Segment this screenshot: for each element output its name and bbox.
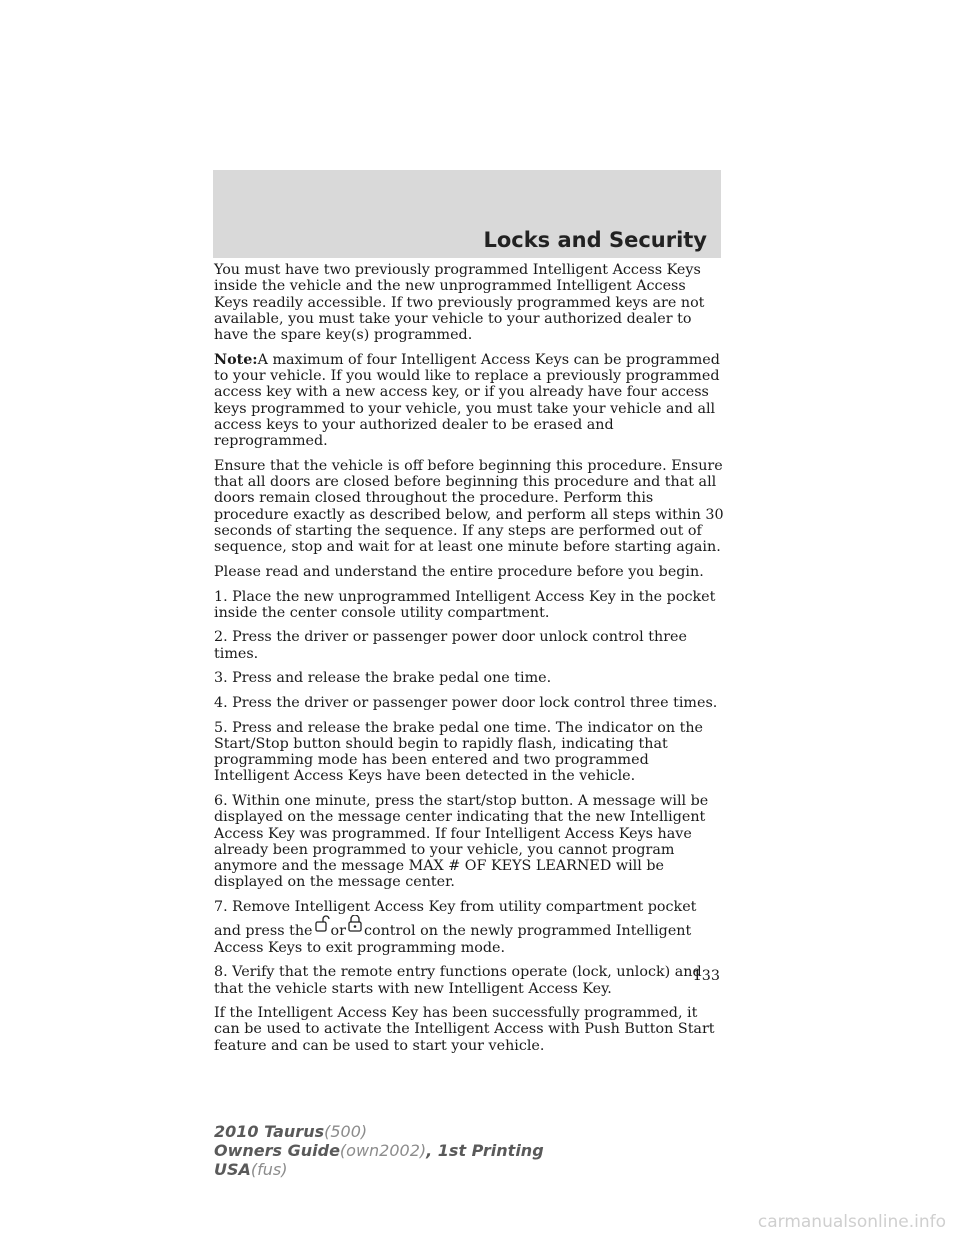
step-4: 4. Press the driver or passenger power door lock control three times.: [214, 694, 718, 711]
paragraph-intro: You must have two previously programmed Intelligent Access Keys inside the vehicle and the new unprogrammed Intelligent Access Keys readily accessible. If two previously programmed keys are not available, you must take your vehicle to your authorized dealer to have the spare key(s) programmed.: [214, 262, 705, 344]
footer-line-1: [214, 1122, 544, 1141]
unlock-padlock-icon: [313, 915, 331, 932]
step-7-text-1: 7. Remove Intelligent Access Key from utility compartment pocket and press the: [214, 899, 697, 940]
footer-guide-code: (own2002): [339, 1141, 427, 1160]
footer-line-3: [214, 1160, 544, 1179]
closing-paragraph: If the Intelligent Access Key has been successfully programmed, it can be used to activate the Intelligent Access with Push Button Start feature and can be used to start your vehicle.: [214, 1005, 715, 1054]
footer-line-2: [214, 1141, 544, 1160]
step-7-text-2: control on the newly programmed Intelligent Access Keys to exit programming mode.: [214, 923, 692, 956]
step-7: [214, 899, 724, 956]
footer-guide: Owners Guide: [214, 1141, 340, 1160]
footer-imprint: [214, 1122, 544, 1179]
page-number: 133: [692, 968, 720, 984]
footer-model-code: (500): [324, 1122, 368, 1141]
section-title: Locks and Security: [483, 228, 707, 252]
step-8: 8. Verify that the remote entry functions operate (lock, unlock) and that the vehicle starts with new Intelligent Access Key.: [214, 964, 702, 997]
paragraph-read: Please read and understand the entire procedure before you begin.: [214, 563, 704, 580]
section-header-band: [213, 170, 721, 258]
step-2: 2. Press the driver or passenger power door unlock control three times.: [214, 629, 687, 662]
note-text: A maximum of four Intelligent Access Keys can be programmed to your vehicle. If you would like to replace a previously programmed access key with a new access key, or if you already have four access keys programmed to your vehicle, you must take your vehicle and all access keys to your authorized dealer to be erased and reprogrammed.: [214, 351, 720, 450]
footer-region: USA: [214, 1160, 251, 1179]
step-3: 3. Press and release the brake pedal one time.: [214, 670, 552, 687]
watermark: carmanualsonline.info: [757, 1212, 946, 1232]
step-1: 1. Place the new unprogrammed Intelligent Access Key in the pocket inside the center console utility compartment.: [214, 588, 716, 621]
footer-model: 2010 Taurus: [214, 1122, 325, 1141]
note-label: Note:: [214, 351, 258, 368]
step-5: 5. Press and release the brake pedal one time. The indicator on the Start/Stop button should begin to rapidly flash, indicating that programming mode has been entered and two programmed Intelligent Access Keys have been detected in the vehicle.: [214, 719, 704, 785]
footer-printing: , 1st Printing: [426, 1141, 544, 1160]
step-7-or: or: [330, 923, 346, 940]
body-text: [214, 262, 724, 1062]
lock-padlock-icon: [346, 915, 364, 932]
paragraph-ensure: Ensure that the vehicle is off before beginning this procedure. Ensure that all doors are closed before beginning this procedure and that all doors remain closed throughout the procedure. Perform this procedure exactly as described below, and perform all steps within 30 seconds of starting the sequence. If any steps are performed out of sequence, stop and wait for at least one minute before starting again.: [214, 457, 724, 556]
paragraph-note: [214, 352, 724, 450]
step-6: 6. Within one minute, press the start/stop button. A message will be displayed on the message center indicating that the new Intelligent Access Key was programmed. If four Intelligent Access Keys have already been programmed to your vehicle, you cannot program anymore and the message MAX # OF KEYS LEARNED will be displayed on the message center.: [214, 792, 709, 891]
footer-region-code: (fus): [250, 1160, 288, 1179]
